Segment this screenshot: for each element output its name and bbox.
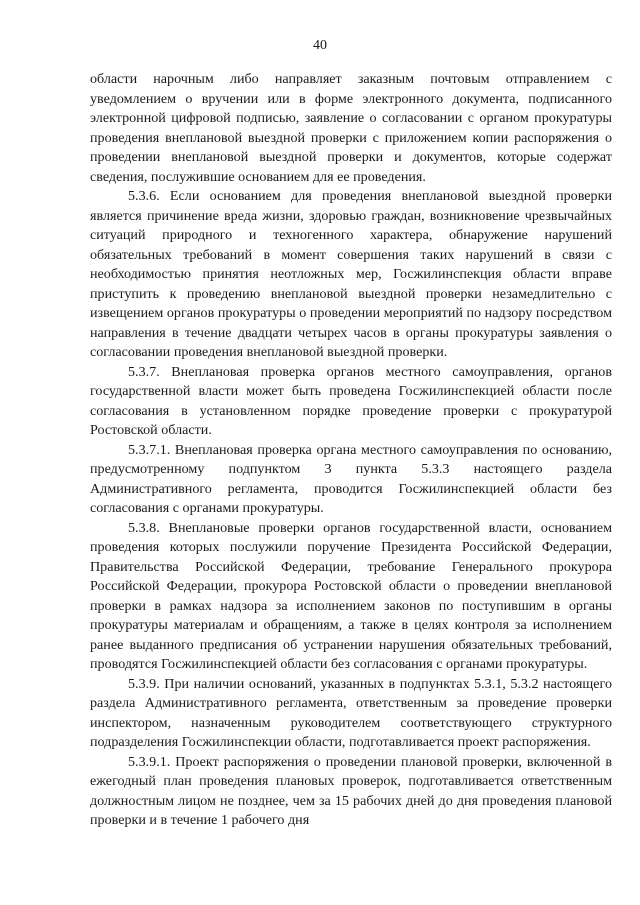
paragraph-5-3-8: 5.3.8. Внеплановые проверки органов государственной власти, основанием проведения которых послужили поручение Президента Российской Федерации, Правительства Российской Федерации, требование Генерального прокурора Российской Федерации, прокурора Ростовской области о проведении внеплановой проверки в рамках надзора за исполнением законов по поступившим в органы прокуратуры материалам и обращениям, а также в целях контроля за исполнением ранее выданного предписания об устранении нарушения обязательных требований, проводятся Госжилинспекцией области без согласования с органами прокуратуры. bbox=[90, 519, 612, 672]
paragraph-5-3-7: 5.3.7. Внеплановая проверка органов местного самоуправления, органов государственной власти может быть проведена Госжилинспекцией области после согласования в установленном порядке проведение проверки с прокуратурой Ростовской области. bbox=[90, 363, 612, 438]
document-body bbox=[90, 70, 612, 831]
paragraph-continuation: области нарочным либо направляет заказным почтовым отправлением с уведомлением о вручении или в форме электронного документа, подписанного электронной цифровой подписью, заявление о согласовании с органом прокуратуры проведения внеплановой выездной проверки с приложением копии распоряжения о проведении внеплановой выездной проверки и документов, которые содержат сведения, послужившие основанием для ее проведения. bbox=[90, 71, 612, 185]
paragraph-5-3-9-1: 5.3.9.1. Проект распоряжения о проведении плановой проверки, включенной в ежегодный план проведения плановых проверок, подготавливается ответственным должностным лицом не позднее, чем за 15 рабочих дней до дня проведения плановой проверки и в течение 1 рабочего дня bbox=[90, 753, 612, 828]
paragraph-5-3-9: 5.3.9. При наличии оснований, указанных в подпунктах 5.3.1, 5.3.2 настоящего раздела Административного регламента, ответственным за проведение проверки инспектором, назначенным руководителем соответствующего структурного подразделения Госжилинспекции области, подготавливается проект распоряжения. bbox=[90, 675, 612, 750]
paragraph-5-3-6: 5.3.6. Если основанием для проведения внеплановой выездной проверки является причинение вреда жизни, здоровью граждан, возникновение чрезвычайных ситуаций природного и техногенного характера, обнаружение нарушений обязательных требований в момент совершения таких нарушений в связи с необходимостью принятия неотложных мер, Госжилинспекция области вправе приступить к проведению внеплановой выездной проверки незамедлительно с извещением органов прокуратуры о проведении мероприятий по надзору посредством направления в течение двадцати четырех часов в органы прокуратуры заявления о согласовании проведения внеплановой выездной проверки. bbox=[90, 188, 612, 360]
paragraph-5-3-7-1: 5.3.7.1. Внеплановая проверка органа местного самоуправления по основанию, предусмотренному подпунктом 3 пункта 5.3.3 настоящего раздела Административного регламента, проводится Госжилинспекцией области без согласования с органами прокуратуры. bbox=[90, 441, 612, 516]
page-number: 40 bbox=[313, 38, 327, 53]
